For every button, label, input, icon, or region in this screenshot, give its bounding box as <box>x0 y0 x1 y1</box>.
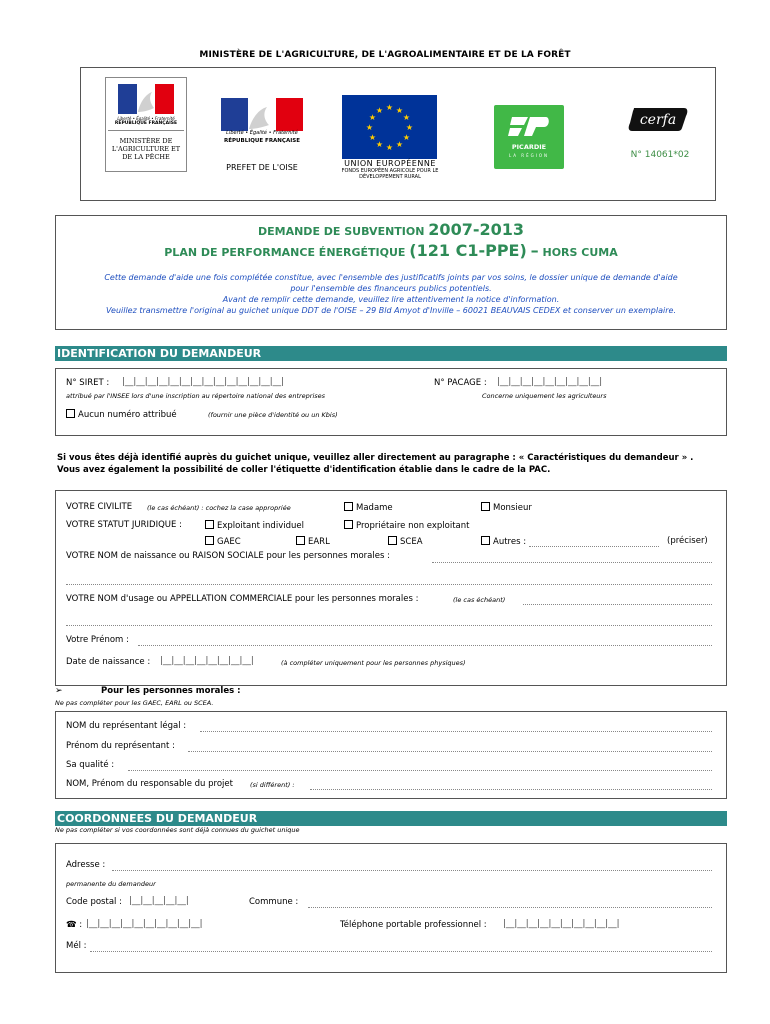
identification-heading: IDENTIFICATION DU DEMANDEUR <box>57 347 262 360</box>
marianne-flag-icon <box>221 98 303 131</box>
earl-option[interactable] <box>296 536 330 547</box>
svg-text:★: ★ <box>402 133 411 142</box>
responsable-note: (si différent) : <box>250 781 295 789</box>
autres-option[interactable] <box>481 536 526 547</box>
exploitant-checkbox[interactable] <box>205 520 214 529</box>
nom-naissance-input-line2[interactable] <box>66 584 712 585</box>
mel-input[interactable] <box>90 951 712 952</box>
responsable-input[interactable] <box>310 789 712 790</box>
exploitant-label: Exploitant individuel <box>217 521 304 531</box>
responsable-label: NOM, Prénom du responsable du projet <box>66 779 233 789</box>
proprietaire-label: Propriétaire non exploitant <box>356 521 470 531</box>
svg-text:★: ★ <box>375 140 384 149</box>
proprietaire-checkbox[interactable] <box>344 520 353 529</box>
logo1-divider <box>108 130 184 131</box>
adresse-input[interactable] <box>112 870 712 871</box>
telephone-icon: ☎ : <box>66 920 83 930</box>
mel-label: Mél : <box>66 941 87 951</box>
scea-label: SCEA <box>400 537 423 547</box>
representant-nom-label: NOM du représentant légal : <box>66 721 187 731</box>
prenom-input[interactable] <box>138 645 712 646</box>
marianne-flag-icon <box>118 84 174 114</box>
pacage-label: N° PACAGE : <box>434 378 487 388</box>
bullet-arrow-icon: ➢ <box>55 686 63 696</box>
date-naissance-label: Date de naissance : <box>66 657 151 667</box>
no-number-label: Aucun numéro attribué <box>78 410 177 420</box>
svg-text:★: ★ <box>395 140 404 149</box>
earl-label: EARL <box>308 537 330 547</box>
madame-checkbox[interactable] <box>344 502 353 511</box>
coordonnees-heading: COORDONNEES DU DEMANDEUR <box>57 812 258 825</box>
telephone-input[interactable]: |__|__|__|__|__|__|__|__|__|__| <box>86 919 203 929</box>
nom-naissance-label: VOTRE NOM de naissance ou RAISON SOCIALE pour les personnes morales : <box>66 551 390 561</box>
nom-usage-note: (le cas échéant) <box>453 596 506 604</box>
date-naissance-note: (à compléter uniquement pour les personnes physiques) <box>281 659 466 667</box>
pacage-input[interactable]: |__|__|__|__|__|__|__|__|__| <box>497 377 603 387</box>
nom-usage-input-line2[interactable] <box>66 625 712 626</box>
svg-text:★: ★ <box>385 103 394 112</box>
ministry-logo <box>105 77 187 172</box>
svg-text:★: ★ <box>405 123 414 132</box>
picardie-subtitle: LA RÉGION <box>508 153 550 158</box>
ministry-title: MINISTÈRE DE L'AGRICULTURE, DE L'AGROALIMENTAIRE ET DE LA FORÊT <box>199 50 571 60</box>
logo1-republique: RÉPUBLIQUE FRANÇAISE <box>114 121 178 126</box>
title-dash: – <box>530 241 539 260</box>
logo2-republique: RÉPUBLIQUE FRANÇAISE <box>224 138 300 144</box>
title-plan: PLAN DE PERFORMANCE ÉNERGÉTIQUE <box>164 246 406 259</box>
portable-input[interactable]: |__|__|__|__|__|__|__|__|__|__| <box>503 919 620 929</box>
form-title-line1 <box>55 220 727 239</box>
representant-nom-input[interactable] <box>200 731 712 732</box>
cerfa-logo-text: cerfa <box>639 112 677 128</box>
picardie-name: PICARDIE <box>511 143 547 151</box>
scea-checkbox[interactable] <box>388 536 397 545</box>
siret-label: N° SIRET : <box>66 378 110 388</box>
siret-input[interactable]: |__|__|__|__|__|__|__|__|__|__|__|__|__|__| <box>122 377 284 387</box>
autres-checkbox[interactable] <box>481 536 490 545</box>
prefecture-logo <box>213 96 311 156</box>
scea-option[interactable] <box>388 536 423 547</box>
svg-text:★: ★ <box>368 133 377 142</box>
logo1-motto: Liberté • Égalité • Fraternité <box>117 116 175 121</box>
madame-label: Madame <box>356 503 393 513</box>
statut-label: VOTRE STATUT JURIDIQUE : <box>66 520 182 530</box>
svg-text:★: ★ <box>402 113 411 122</box>
gaec-option[interactable] <box>205 536 241 547</box>
intro-text <box>60 272 722 316</box>
title-suffix: HORS CUMA <box>542 246 618 259</box>
nom-naissance-input[interactable] <box>432 562 712 563</box>
commune-input[interactable] <box>308 907 712 908</box>
svg-text:★: ★ <box>375 106 384 115</box>
gaec-label: GAEC <box>217 537 241 547</box>
portable-label: Téléphone portable professionnel : <box>340 920 487 930</box>
morales-note: Ne pas compléter pour les GAEC, EARL ou SCEA. <box>55 699 214 707</box>
qualite-label: Sa qualité : <box>66 760 115 770</box>
representant-prenom-label: Prénom du représentant : <box>66 741 175 751</box>
title-code: (121 C1-PPE) <box>409 241 527 260</box>
title-years: 2007-2013 <box>428 220 524 239</box>
autres-label: Autres : <box>493 537 527 547</box>
monsieur-option[interactable] <box>481 502 532 513</box>
adresse-note: permanente du demandeur <box>66 880 156 888</box>
proprietaire-option[interactable] <box>344 520 469 531</box>
representant-prenom-input[interactable] <box>188 751 712 752</box>
adresse-label: Adresse : <box>66 860 106 870</box>
svg-text:★: ★ <box>365 123 374 132</box>
preciser-label: (préciser) <box>667 536 708 546</box>
logo2-motto: Liberté • Égalité • Fraternité <box>226 130 298 136</box>
nom-usage-label: VOTRE NOM d'usage ou APPELLATION COMMERCIALE pour les personnes morales : <box>66 594 419 604</box>
civilite-note: (le cas échéant) : cochez la case appropriée <box>147 504 291 512</box>
commune-label: Commune : <box>249 897 299 907</box>
autres-input[interactable] <box>529 546 659 547</box>
morales-heading: Pour les personnes morales : <box>101 686 241 696</box>
pacage-note: Concerne uniquement les agriculteurs <box>482 392 607 400</box>
monsieur-checkbox[interactable] <box>481 502 490 511</box>
svg-text:★: ★ <box>368 113 377 122</box>
no-number-note: (fournir une pièce d'identité ou un Kbis) <box>208 411 338 419</box>
exploitant-option[interactable] <box>205 520 304 531</box>
earl-checkbox[interactable] <box>296 536 305 545</box>
gaec-checkbox[interactable] <box>205 536 214 545</box>
title-prefix: DEMANDE DE SUBVENTION <box>258 225 425 238</box>
intro-line: Veuillez transmettre l'original au guichet unique DDT de l'OISE – 29 Bld Amyot d'Inville – 60021 BEAUVAIS CEDEX et conserver un exemplaire. <box>106 306 676 315</box>
intro-line: Cette demande d'aide une fois complétée constitue, avec l'ensemble des justificatifs joints par vos soins, le dossier unique de demande d'aide <box>104 273 678 282</box>
no-number-checkbox[interactable] <box>66 409 75 418</box>
code-postal-label: Code postal : <box>66 897 122 907</box>
eu-label: UNION EUROPÉENNE <box>344 159 436 168</box>
coordonnees-box <box>55 843 727 973</box>
prefet-label: PREFET DE L'OISE <box>226 163 298 172</box>
logo1-ministry: MINISTÈRE DE L'AGRICULTURE ET DE LA PÊCHE <box>111 137 181 161</box>
svg-text:★: ★ <box>395 106 404 115</box>
intro-line: Avant de remplir cette demande, veuillez lire attentivement la notice d'information. <box>222 295 560 304</box>
civilite-label: VOTRE CIVILITE <box>66 502 133 512</box>
no-number-option[interactable] <box>66 409 177 420</box>
svg-text:★: ★ <box>385 143 394 152</box>
madame-option[interactable] <box>344 502 393 513</box>
prenom-label: Votre Prénom : <box>66 635 129 645</box>
date-naissance-input[interactable]: |__|__|__|__|__|__|__|__| <box>160 656 254 666</box>
qualite-input[interactable] <box>128 770 712 771</box>
coordonnees-note: Ne pas compléter si vos coordonnées sont déjà connues du guichet unique <box>55 826 300 834</box>
cerfa-number: N° 14061*02 <box>630 150 690 160</box>
identified-warning: Si vous êtes déjà identifié auprès du guichet unique, veuillez aller directement au paragraphe : « Caractéristiques du demandeur » . Vous avez également la possibilité de coller l'étiquette d'identification établie dans le cadre de la PAC. <box>57 453 694 475</box>
form-title-line2 <box>55 241 727 260</box>
siret-note: attribué par l'INSEE lors d'une inscription au répertoire national des entreprises <box>66 392 326 400</box>
eu-fund-label: FONDS EUROPÉEN AGRICOLE POUR LE DÉVELOPPEMENT RURAL <box>341 168 439 180</box>
monsieur-label: Monsieur <box>493 503 532 513</box>
eu-flag-icon <box>342 95 437 159</box>
code-postal-input[interactable]: |__|__|__|__|__| <box>129 896 189 906</box>
intro-line: pour l'ensemble des financeurs publics potentiels. <box>290 284 492 293</box>
cerfa-logo <box>628 106 688 132</box>
picardie-mark-icon <box>508 113 550 139</box>
nom-usage-input[interactable] <box>523 604 712 605</box>
picardie-logo <box>494 105 564 169</box>
